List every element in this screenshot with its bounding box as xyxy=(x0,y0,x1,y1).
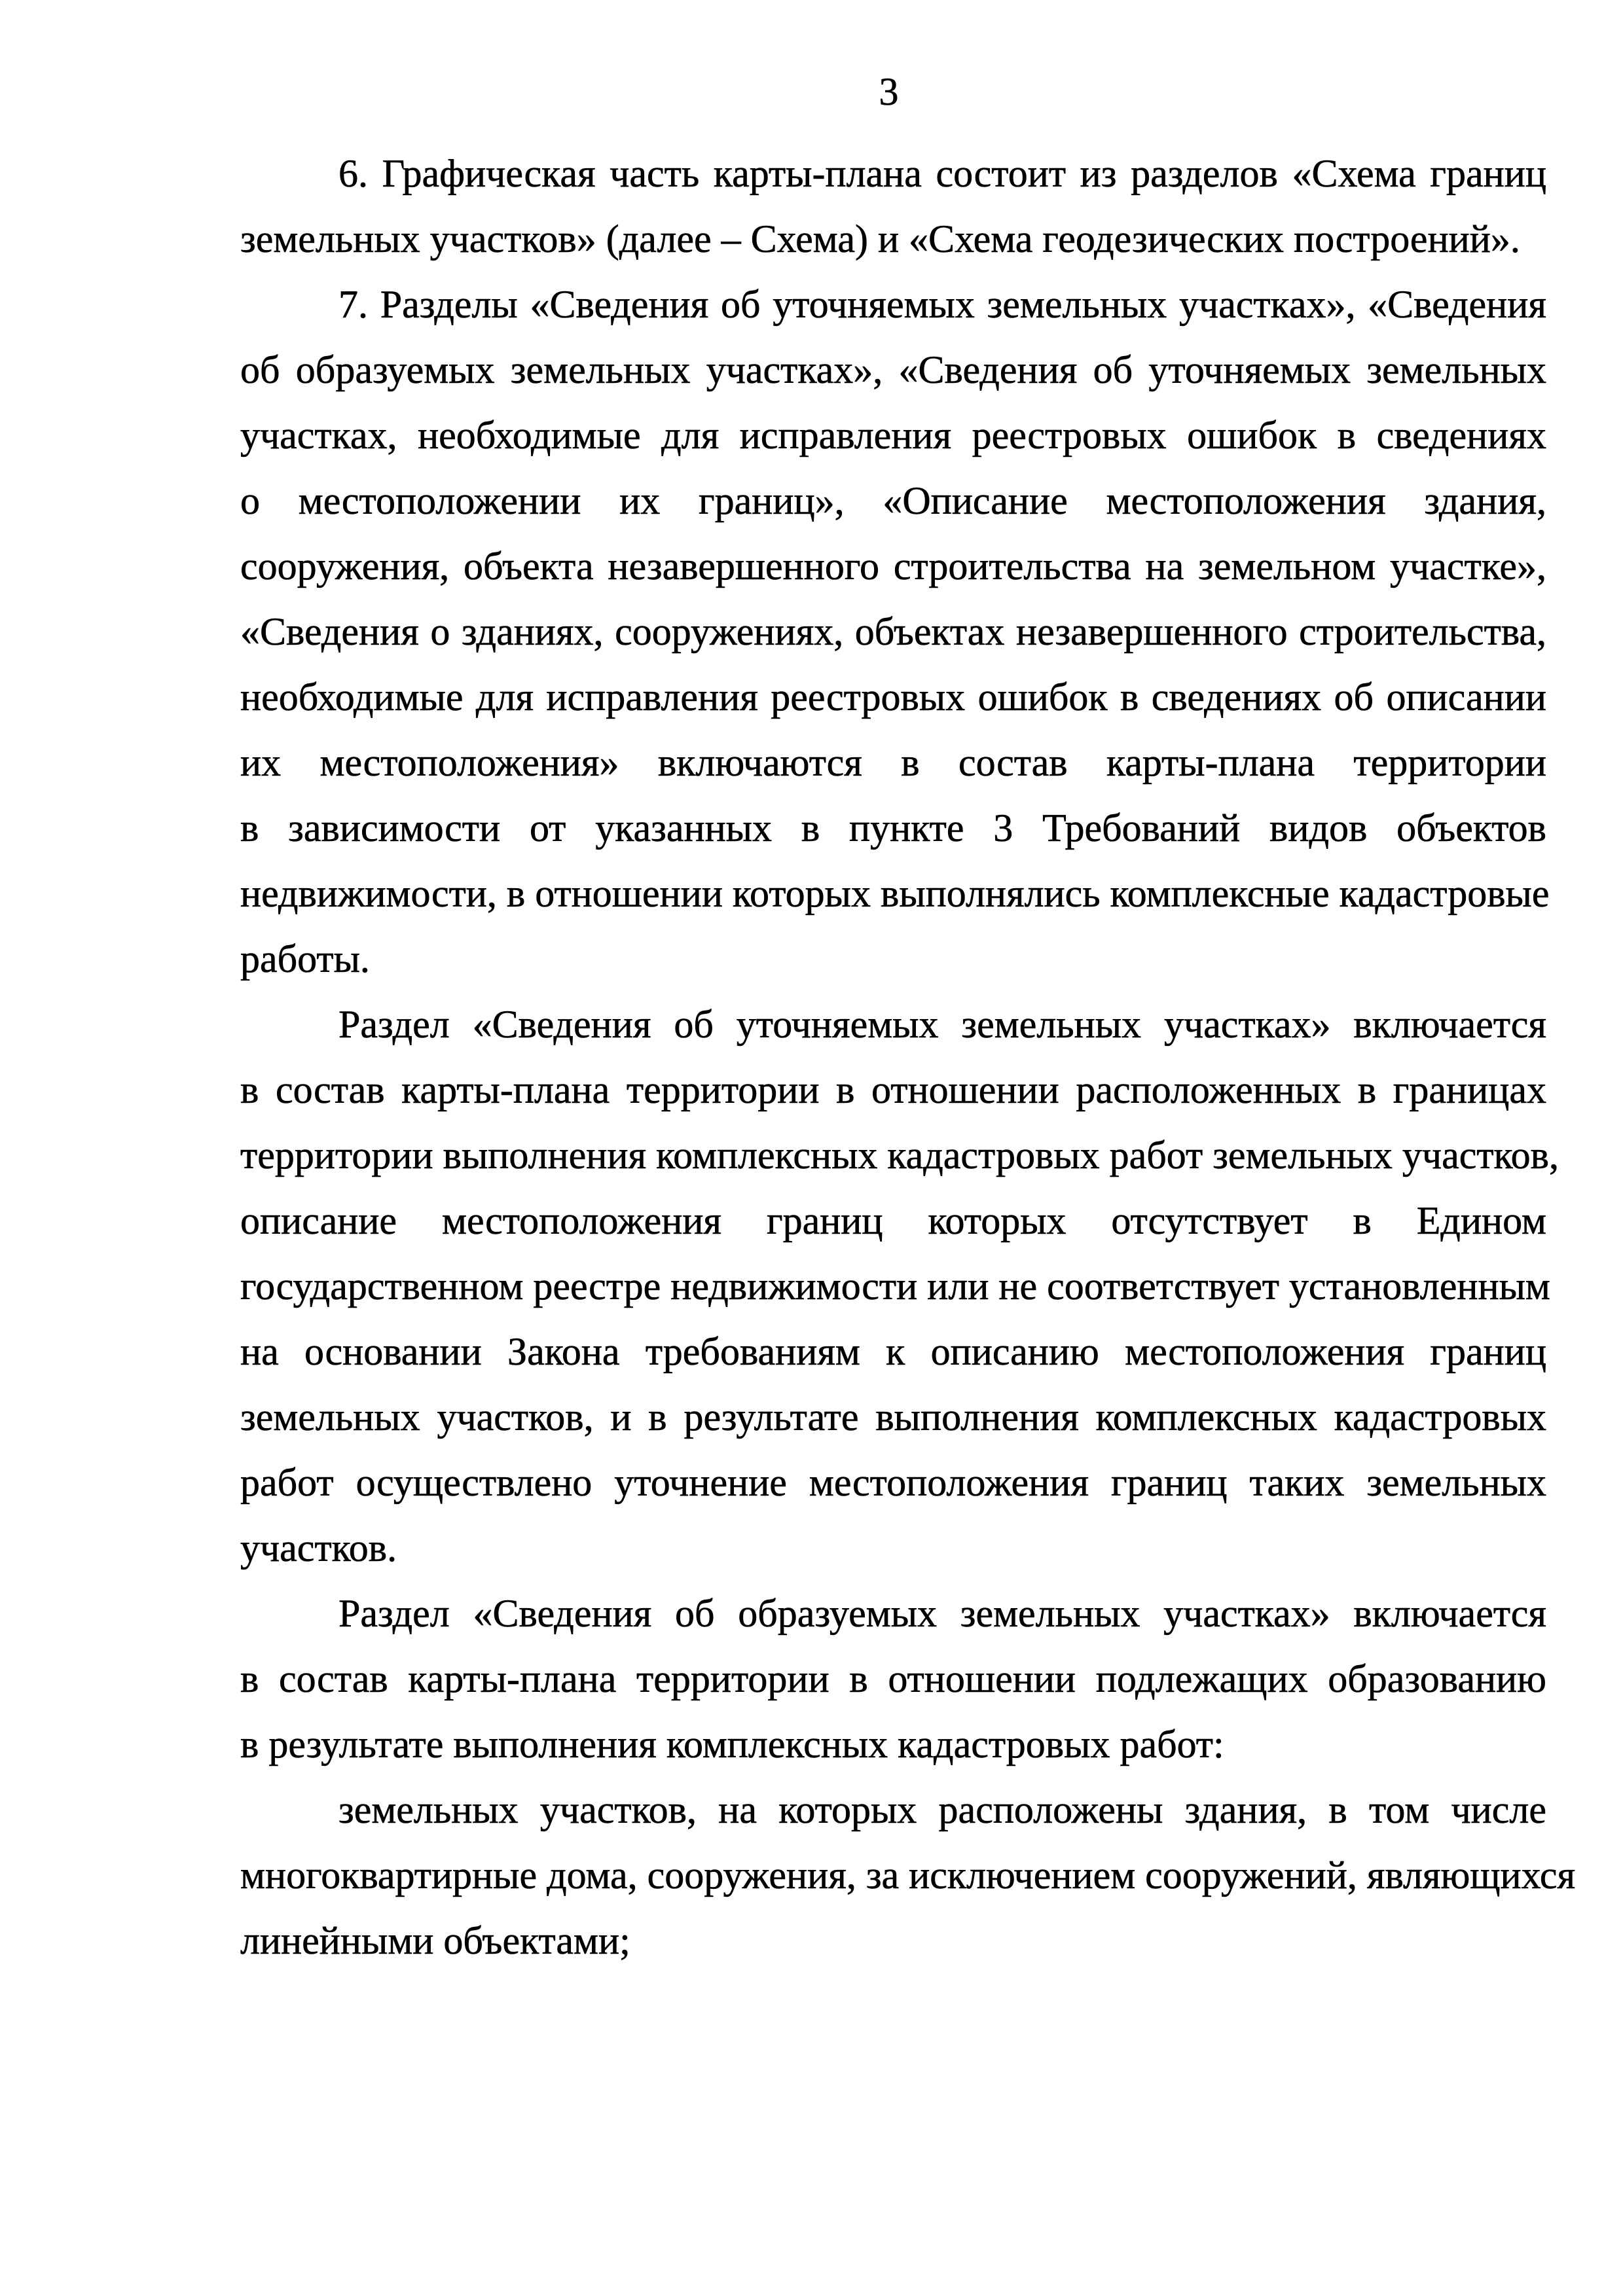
text-line: описание местоположения границ которых отсутствует в Едином xyxy=(240,1199,1546,1242)
text-line: земельных участков» (далее – Схема) и «Схема геодезических построений». xyxy=(240,217,1520,260)
paragraph xyxy=(240,141,1546,272)
text-line: 7. Разделы «Сведения об уточняемых земельных участках», «Сведения xyxy=(338,283,1546,326)
paragraph xyxy=(240,272,1550,992)
text-line: Раздел «Сведения об уточняемых земельных участках» включается xyxy=(338,1003,1546,1046)
text-line: государственном реестре недвижимости или не соответствует установленным xyxy=(240,1265,1550,1308)
text-line: земельных участков, на которых расположены здания, в том числе xyxy=(338,1788,1546,1831)
text-line: недвижимости, в отношении которых выполнялись комплексные кадастровые xyxy=(240,872,1550,915)
text-line: их местоположения» включаются в состав карты-плана территории xyxy=(240,741,1546,784)
paragraph xyxy=(240,992,1559,1581)
text-line: на основании Закона требованиям к описанию местоположения границ xyxy=(240,1330,1546,1373)
text-line: необходимые для исправления реестровых ошибок в сведениях об описании xyxy=(240,675,1546,719)
text-line: о местоположении их границ», «Описание местоположения здания, xyxy=(240,479,1546,522)
text-line: сооружения, объекта незавершенного строительства на земельном участке», xyxy=(240,545,1546,588)
text-line: об образуемых земельных участках», «Сведения об уточняемых земельных xyxy=(240,348,1546,391)
paragraph xyxy=(240,1777,1576,1973)
text-line: земельных участков, и в результате выполнения комплексных кадастровых xyxy=(240,1395,1546,1439)
page-number: 3 xyxy=(879,70,899,113)
text-line: участках, необходимые для исправления реестровых ошибок в сведениях xyxy=(240,414,1546,457)
document-body xyxy=(240,141,1576,1973)
text-line: в зависимости от указанных в пункте 3 Требований видов объектов xyxy=(240,806,1546,850)
text-line: работы. xyxy=(240,937,370,980)
text-line: в состав карты-плана территории в отношении расположенных в границах xyxy=(240,1068,1546,1111)
text-line: 6. Графическая часть карты-плана состоит из разделов «Схема границ xyxy=(338,152,1546,195)
text-line: участков. xyxy=(240,1526,397,1570)
text-line: территории выполнения комплексных кадастровых работ земельных участков, xyxy=(240,1134,1559,1177)
text-line: Раздел «Сведения об образуемых земельных участках» включается xyxy=(338,1592,1546,1635)
text-line: работ осуществлено уточнение местоположения границ таких земельных xyxy=(240,1461,1546,1504)
paragraph xyxy=(240,1581,1546,1777)
text-line: в результате выполнения комплексных кадастровых работ: xyxy=(240,1723,1224,1766)
text-line: «Сведения о зданиях, сооружениях, объектах незавершенного строительства, xyxy=(240,610,1546,653)
text-line: в состав карты-плана территории в отношении подлежащих образованию xyxy=(240,1657,1546,1700)
text-line: линейными объектами; xyxy=(240,1919,630,1962)
text-line: многоквартирные дома, сооружения, за исключением сооружений, являющихся xyxy=(240,1854,1576,1897)
